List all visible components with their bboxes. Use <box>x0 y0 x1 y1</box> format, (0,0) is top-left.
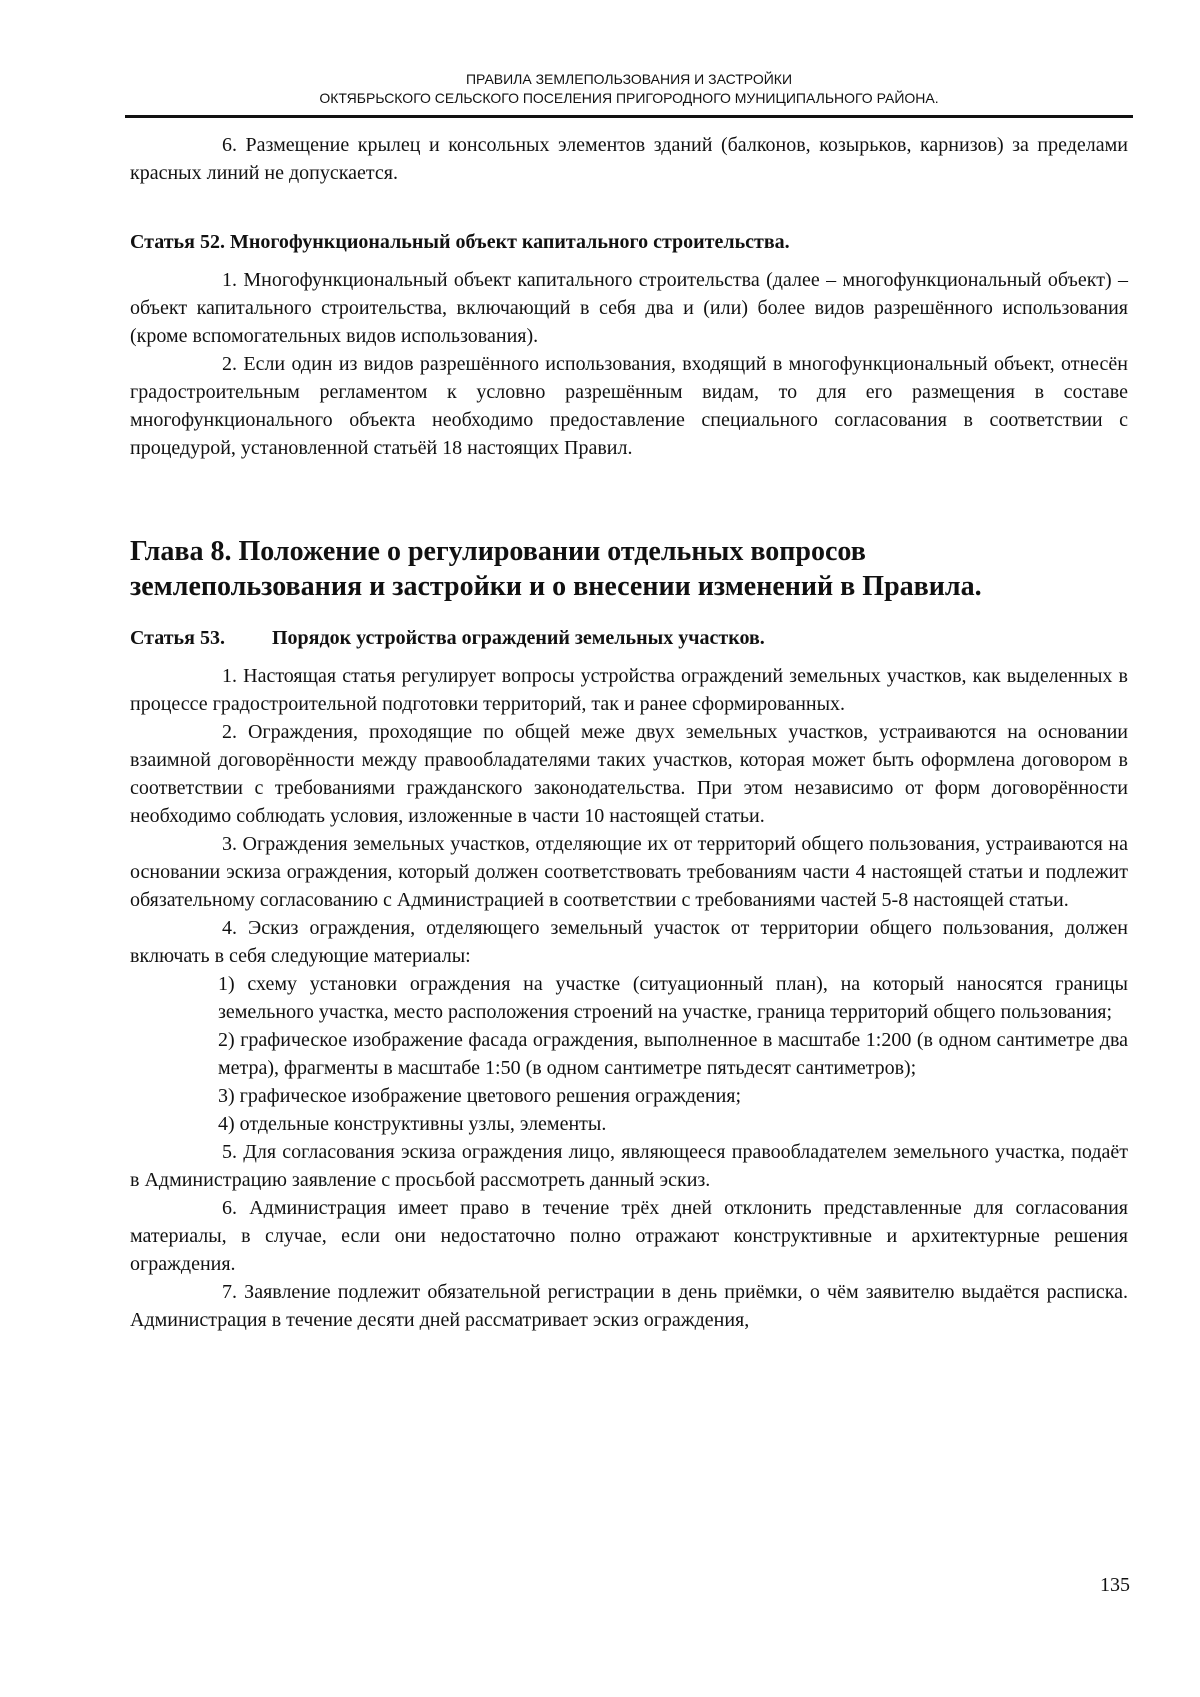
chapter-8-title <box>130 534 1128 604</box>
article-53-paragraph-6: 6. Администрация имеет право в течение трёх дней отклонить представленные для согласования материалы, в случае, если они недостаточно полно отражают конструктивные и архитектурные решения ограждения. <box>130 1197 1128 1275</box>
article-52-title: Статья 52. Многофункциональный объект капитального строительства. <box>130 231 790 253</box>
article-53-paragraph-5: 5. Для согласования эскиза ограждения лицо, являющееся правообладателем земельного участка, подаёт в Администрацию заявление с просьбой рассмотреть данный эскиз. <box>130 1141 1128 1191</box>
intro-block <box>130 131 1128 187</box>
running-header <box>125 70 1133 108</box>
article-53-body <box>130 662 1128 1334</box>
intro-paragraph: 6. Размещение крылец и консольных элементов зданий (балконов, козырьков, карнизов) за пределами красных линий не допускается. <box>130 134 1128 184</box>
article-53-paragraph-3: 3. Ограждения земельных участков, отделяющие их от территорий общего пользования, устраиваются на основании эскиза ограждения, который должен соответствовать требованиям части 4 настоящей статьи и подлежит обязательному согласованию с Администрацией в соответствии с требованиями частей 5-8 настоящей статьи. <box>130 833 1128 911</box>
article-52-body <box>130 266 1128 462</box>
header-line-2: ОКТЯБРЬСКОГО СЕЛЬСКОГО ПОСЕЛЕНИЯ ПРИГОРОДНОГО МУНИЦИПАЛЬНОГО РАЙОНА. <box>319 90 939 106</box>
header-rule <box>125 115 1133 118</box>
article-53-title <box>130 624 1128 652</box>
article-53-paragraph-4: 4. Эскиз ограждения, отделяющего земельный участок от территории общего пользования, должен включать в себя следующие материалы: <box>130 917 1128 967</box>
list-item: 1) схему установки ограждения на участке (ситуационный план), на который наносятся границы земельного участка, место расположения строений на участке, граница территорий общего пользования; <box>218 973 1128 1023</box>
page-number: 135 <box>1100 1574 1130 1596</box>
list-item: 3) графическое изображение цветового решения ограждения; <box>218 1085 742 1107</box>
article-53-paragraph-7: 7. Заявление подлежит обязательной регистрации в день приёмки, о чём заявителю выдаётся расписка. Администрация в течение десяти дней рассматривает эскиз ограждения, <box>130 1281 1128 1331</box>
list-item: 2) графическое изображение фасада ограждения, выполненное в масштабе 1:200 (в одном сантиметре два метра), фрагменты в масштабе 1:50 (в одном сантиметре пятьдесят сантиметров); <box>218 1029 1128 1079</box>
article-53-heading: Порядок устройства ограждений земельных участков. <box>272 627 765 649</box>
article-53-paragraph-2: 2. Ограждения, проходящие по общей меже двух земельных участков, устраиваются на основании взаимной договорённости между правообладателями таких участков, которая может быть оформлена договором в соответствии с требованиями гражданского законодательства. При этом независимо от форм договорённости необходимо соблюдать условия, изложенные в части 10 настоящей статьи. <box>130 721 1128 827</box>
article-53-paragraph-1: 1. Настоящая статья регулирует вопросы устройства ограждений земельных участков, как выделенных в процессе градостроительной подготовки территорий, так и ранее сформированных. <box>130 665 1128 715</box>
article-52-paragraph-1: 1. Многофункциональный объект капитального строительства (далее – многофункциональный объект) – объект капитального строительства, включающий в себя два и (или) более видов разрешённого использования (кроме вспомогательных видов использования). <box>130 269 1128 347</box>
article-52-paragraph-2: 2. Если один из видов разрешённого использования, входящий в многофункциональный объект, отнесён градостроительным регламентом к условно разрешённым видам, то для его размещения в составе многофункционального объекта необходимо предоставление специального согласования в соответствии с процедурой, установленной статьёй 18 настоящих Правил. <box>130 353 1128 459</box>
list-item: 4) отдельные конструктивны узлы, элементы. <box>218 1113 607 1135</box>
chapter-8-title-line-1: Глава 8. Положение о регулировании отдельных вопросов <box>130 536 866 567</box>
chapter-8-title-line-2: землепользования и застройки и о внесении изменений в Правила. <box>130 571 982 602</box>
header-line-1: ПРАВИЛА ЗЕМЛЕПОЛЬЗОВАНИЯ И ЗАСТРОЙКИ <box>465 71 793 87</box>
article-53-number: Статья 53. <box>130 627 225 649</box>
